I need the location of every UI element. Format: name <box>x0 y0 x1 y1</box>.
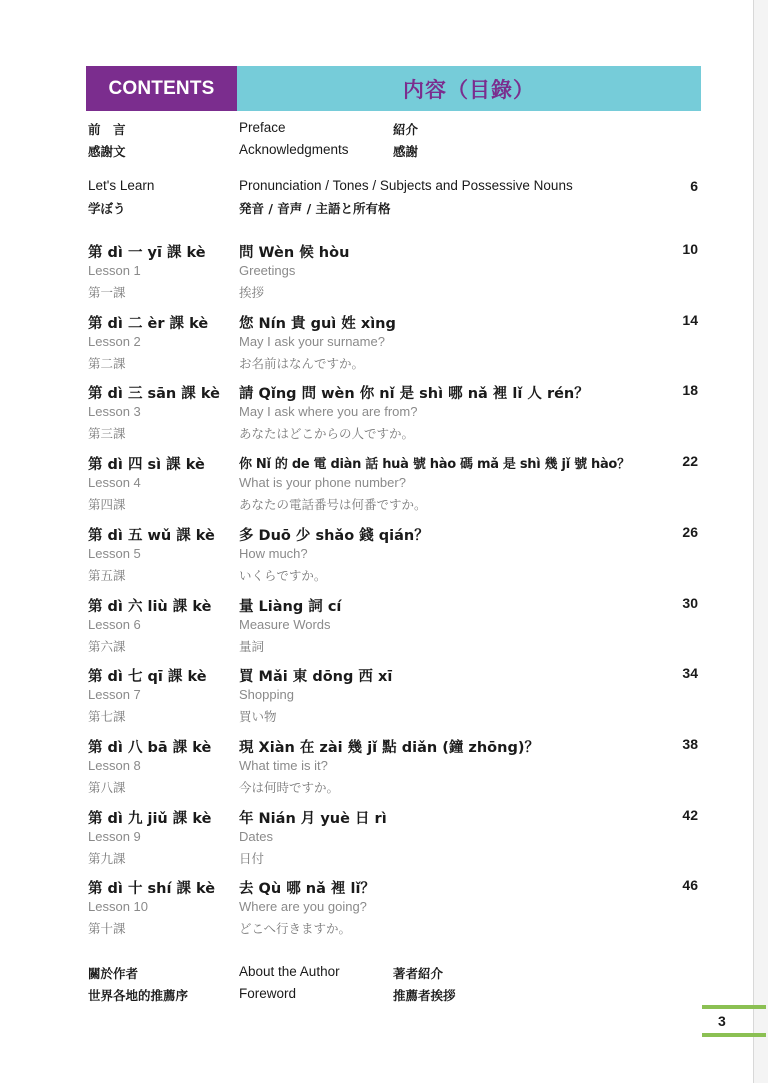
lesson-title-en: Dates <box>239 829 273 844</box>
lets-learn-en: Let's Learn <box>88 178 155 193</box>
contents-header <box>86 66 701 111</box>
entry-ja: 推薦者挨拶 <box>393 988 456 1003</box>
lesson-title: 你 Nǐ 的 de 電 diàn 話 huà 號 hào 碼 mǎ 是 shì 幾 jǐ 號 hào？ <box>239 457 630 472</box>
entry-en: Foreword <box>239 986 297 1001</box>
lesson-name: 第 dì 一 yī 課 kè <box>88 245 206 261</box>
lesson-number-ja: 第五課 <box>88 568 126 583</box>
page-number: 34 <box>682 665 698 681</box>
lets-learn-title-en: Pronunciation / Tones / Subjects and Possessive Nouns <box>239 178 573 193</box>
lesson-name: 第 dì 四 sì 課 kè <box>88 457 205 473</box>
toc-entry-lesson-5[interactable] <box>88 524 698 590</box>
entry-ja: 著者紹介 <box>393 966 444 981</box>
toc-entry-lesson-1[interactable] <box>88 241 698 307</box>
lesson-name: 第 dì 六 liù 課 kè <box>88 599 212 615</box>
toc-entry-lesson-4[interactable] <box>88 453 698 519</box>
lesson-title-ja: 今は何時ですか。 <box>239 780 340 795</box>
lesson-title-en: Shopping <box>239 687 294 702</box>
lesson-title: 去 Qù 哪 nǎ 裡 lǐ？ <box>239 881 375 897</box>
toc-entry-lesson-6[interactable] <box>88 595 698 661</box>
entry-en: Preface <box>239 120 286 135</box>
page-number: 42 <box>682 807 698 823</box>
toc-entry-lesson-2[interactable] <box>88 312 698 378</box>
toc-entry-lets-learn[interactable] <box>88 178 698 220</box>
lesson-title-ja: あなたの電話番号は何番ですか。 <box>239 497 427 512</box>
lesson-title: 年 Nián 月 yuè 日 rì <box>239 811 387 827</box>
lesson-name: 第 dì 十 shí 課 kè <box>88 881 216 897</box>
toc-entry-about-author[interactable] <box>88 964 688 986</box>
lesson-title-en: Greetings <box>239 263 296 278</box>
lesson-title: 請 Qǐng 問 wèn 你 nǐ 是 shì 哪 nǎ 裡 lǐ 人 rén？ <box>239 386 589 402</box>
page-number-box <box>702 1005 766 1037</box>
page-number: 30 <box>682 595 698 611</box>
toc-entry-lesson-8[interactable] <box>88 736 698 802</box>
lesson-title: 量 Liàng 詞 cí <box>239 599 342 615</box>
lesson-title-en: What time is it? <box>239 758 328 773</box>
lesson-number-ja: 第十課 <box>88 921 126 936</box>
entry-cn: 感謝文 <box>88 144 126 159</box>
lesson-title: 問 Wèn 候 hòu <box>239 245 350 261</box>
toc-entry-lesson-9[interactable] <box>88 807 698 873</box>
lesson-name: 第 dì 九 jiǔ 課 kè <box>88 811 212 827</box>
lesson-number-ja: 第八課 <box>88 780 126 795</box>
toc-entry-acknowledgments[interactable] <box>88 142 688 164</box>
lesson-name: 第 dì 五 wǔ 課 kè <box>88 528 215 544</box>
lesson-title: 多 Duō 少 shǎo 錢 qián？ <box>239 528 429 544</box>
lets-learn-ja: 学ぼう <box>88 201 126 216</box>
page-rule-bottom <box>702 1033 766 1037</box>
lesson-title-en: May I ask your surname? <box>239 334 385 349</box>
page-number: 10 <box>682 241 698 257</box>
folio: 3 <box>718 1013 726 1029</box>
entry-cn: 世界各地的推薦序 <box>88 988 189 1003</box>
lesson-title-ja: どこへ行きますか。 <box>239 921 352 936</box>
lesson-number-ja: 第四課 <box>88 497 126 512</box>
lesson-title-ja: 量詞 <box>239 639 265 654</box>
lesson-name: 第 dì 三 sān 課 kè <box>88 386 220 402</box>
lesson-name: 第 dì 二 èr 課 kè <box>88 316 209 332</box>
lesson-name: 第 dì 八 bā 課 kè <box>88 740 212 756</box>
entry-ja: 感謝 <box>393 144 419 159</box>
lesson-title-ja: 買い物 <box>239 709 277 724</box>
front-matter <box>88 120 688 164</box>
lesson-number-ja: 第九課 <box>88 851 126 866</box>
lesson-number: Lesson 10 <box>88 899 148 914</box>
lesson-title-en: Measure Words <box>239 617 331 632</box>
page-number: 22 <box>682 453 698 469</box>
lesson-number: Lesson 1 <box>88 263 141 278</box>
lesson-title-en: What is your phone number? <box>239 475 406 490</box>
entry-en: Acknowledgments <box>239 142 349 157</box>
lesson-title-en: Where are you going? <box>239 899 367 914</box>
toc-entry-foreword[interactable] <box>88 986 688 1008</box>
page-rule-top <box>702 1005 766 1009</box>
lesson-title-ja: 日付 <box>239 851 265 866</box>
toc-entry-lesson-7[interactable] <box>88 665 698 731</box>
lesson-number-ja: 第三課 <box>88 426 126 441</box>
page-number: 6 <box>690 178 698 194</box>
lesson-number: Lesson 4 <box>88 475 141 490</box>
lesson-title-en: May I ask where you are from? <box>239 404 418 419</box>
page-number: 46 <box>682 877 698 893</box>
lesson-number-ja: 第二課 <box>88 356 126 371</box>
lesson-title: 買 Mǎi 東 dōng 西 xī <box>239 669 393 685</box>
lesson-number: Lesson 8 <box>88 758 141 773</box>
entry-ja: 紹介 <box>393 122 419 137</box>
contents-label: CONTENTS <box>86 66 237 111</box>
back-matter <box>88 964 688 1008</box>
page-number: 18 <box>682 382 698 398</box>
lesson-number: Lesson 3 <box>88 404 141 419</box>
toc-entry-lesson-10[interactable] <box>88 877 698 943</box>
entry-cn: 關於作者 <box>88 966 139 981</box>
contents-cjk-label: 内容（目錄） <box>237 66 701 111</box>
lesson-number: Lesson 9 <box>88 829 141 844</box>
toc-entry-preface[interactable] <box>88 120 688 142</box>
lesson-title-en: How much? <box>239 546 308 561</box>
lesson-title-ja: あなたはどこからの人ですか。 <box>239 426 415 441</box>
lesson-title: 現 Xiàn 在 zài 幾 jǐ 點 diǎn (鐘 zhōng)？ <box>239 740 539 756</box>
page-edge <box>753 0 768 1083</box>
lesson-number-ja: 第一課 <box>88 285 126 300</box>
lesson-title-ja: いくらですか。 <box>239 568 327 583</box>
lesson-number: Lesson 2 <box>88 334 141 349</box>
lesson-name: 第 dì 七 qī 課 kè <box>88 669 207 685</box>
lesson-number-ja: 第六課 <box>88 639 126 654</box>
lesson-title-ja: 挨拶 <box>239 285 265 300</box>
page-number: 14 <box>682 312 698 328</box>
lesson-title: 您 Nín 貴 guì 姓 xìng <box>239 316 396 332</box>
lesson-number: Lesson 6 <box>88 617 141 632</box>
lesson-title-ja: お名前はなんですか。 <box>239 356 365 371</box>
lesson-number: Lesson 5 <box>88 546 141 561</box>
page-number: 26 <box>682 524 698 540</box>
toc-entry-lesson-3[interactable] <box>88 382 698 448</box>
entry-en: About the Author <box>239 964 340 979</box>
lesson-number: Lesson 7 <box>88 687 141 702</box>
lets-learn-title-ja: 発音 / 音声 / 主語と所有格 <box>239 201 391 216</box>
page-number: 38 <box>682 736 698 752</box>
lesson-number-ja: 第七課 <box>88 709 126 724</box>
entry-cn: 前 言 <box>88 122 126 137</box>
